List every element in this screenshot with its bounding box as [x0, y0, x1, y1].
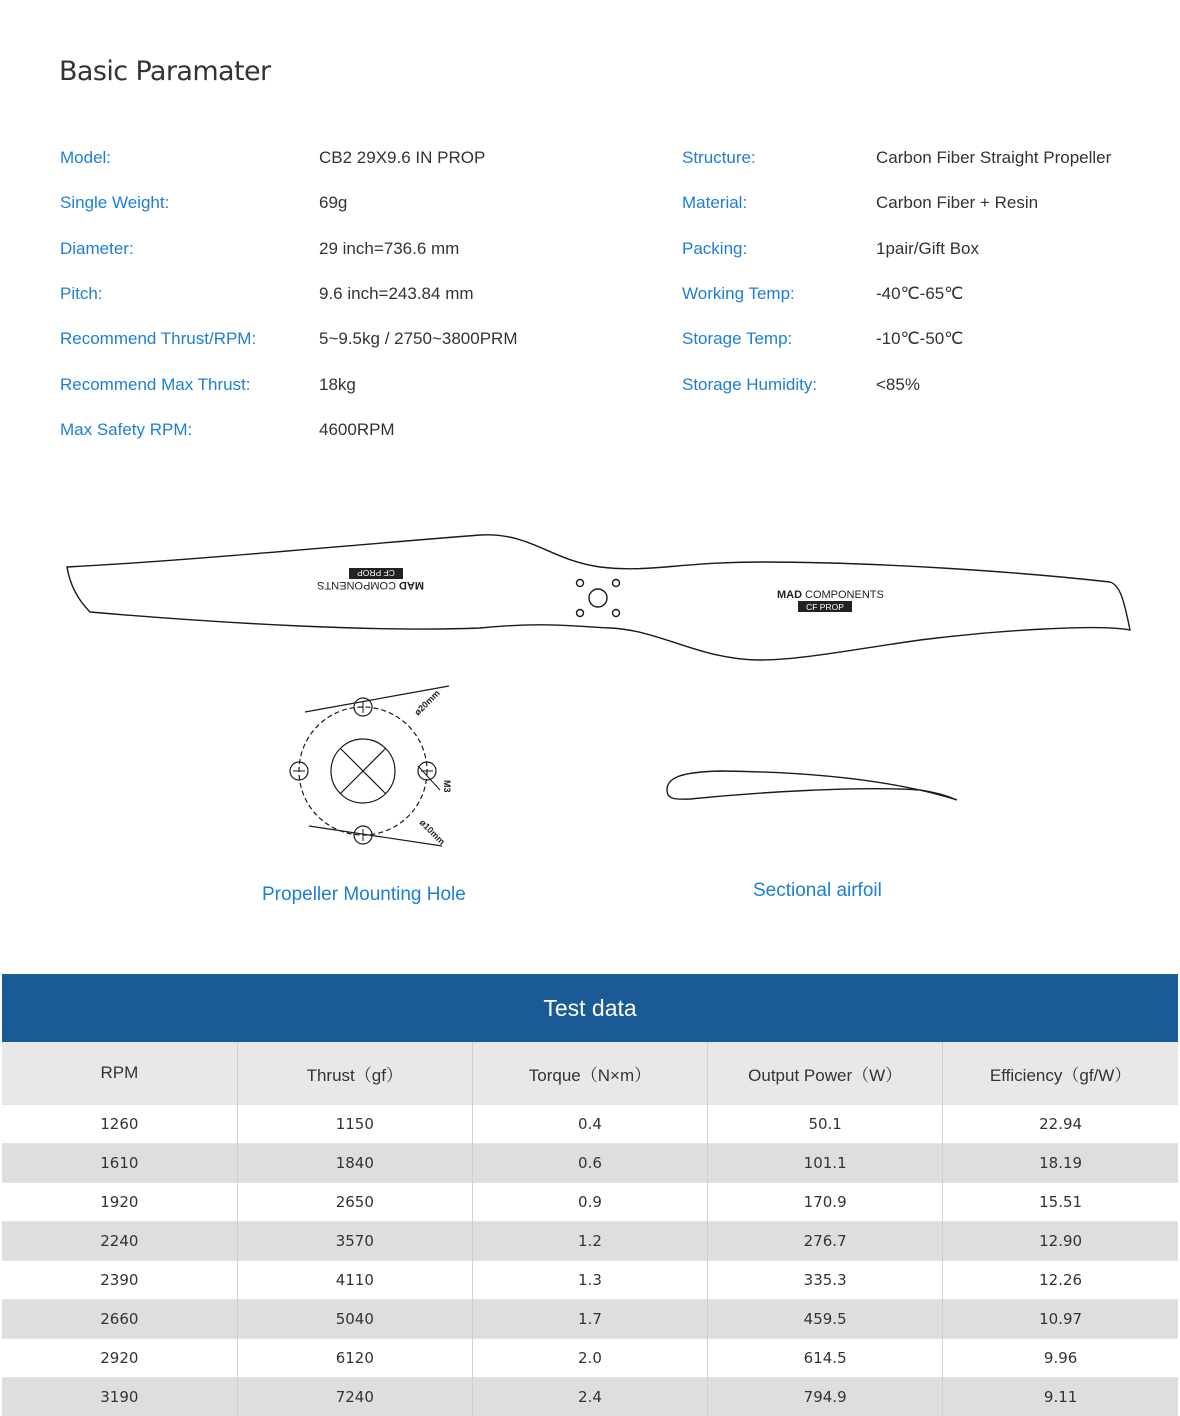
table-cell: 0.9 — [472, 1183, 707, 1222]
table-cell: 12.26 — [943, 1261, 1178, 1300]
table-cell: 2.0 — [472, 1339, 707, 1378]
brand-mad: MAD — [777, 589, 802, 601]
param-value: 69g — [319, 185, 347, 221]
param-value: 5~9.5kg / 2750~3800PRM — [319, 321, 517, 357]
table-cell: 2650 — [237, 1183, 472, 1222]
param-label: Pitch: — [60, 276, 103, 312]
table-cell: 0.6 — [472, 1144, 707, 1183]
table-header-row — [2, 1042, 1178, 1105]
table-cell: 15.51 — [943, 1183, 1178, 1222]
table-row — [2, 1378, 1178, 1416]
table-cell: 614.5 — [708, 1339, 943, 1378]
table-cell: 276.7 — [708, 1222, 943, 1261]
table-cell: 9.11 — [943, 1378, 1178, 1416]
table-cell: 335.3 — [708, 1261, 943, 1300]
table-cell: 1.3 — [472, 1261, 707, 1300]
table-row — [2, 1339, 1178, 1378]
propeller-logo-right — [777, 589, 884, 612]
brand-components: COMPONENTS — [317, 579, 396, 591]
param-value: Carbon Fiber Straight Propeller — [876, 140, 1111, 176]
param-label: Storage Temp: — [682, 321, 792, 357]
table-cell: 1920 — [2, 1183, 237, 1222]
brand-badge: CF PROP — [806, 602, 844, 612]
param-value: <85% — [876, 367, 920, 403]
table-row — [2, 1222, 1178, 1261]
table-cell: 2660 — [2, 1300, 237, 1339]
table-cell: 12.90 — [943, 1222, 1178, 1261]
hub-holes — [577, 580, 620, 617]
param-row — [0, 276, 1180, 312]
table-cell: 1150 — [237, 1105, 472, 1144]
param-label: Single Weight: — [60, 185, 169, 221]
table-cell: 7240 — [237, 1378, 472, 1416]
param-label: Recommend Max Thrust: — [60, 367, 251, 403]
param-row — [0, 140, 1180, 176]
table-row — [2, 1300, 1178, 1339]
param-value: CB2 29X9.6 IN PROP — [319, 140, 485, 176]
brand-mad: MAD — [399, 579, 424, 591]
param-row — [0, 412, 1180, 448]
table-cell: 1.7 — [472, 1300, 707, 1339]
param-label: Max Safety RPM: — [60, 412, 192, 448]
mounting-hole-caption: Propeller Mounting Hole — [262, 884, 466, 906]
param-label: Diameter: — [60, 231, 134, 267]
page-title: Basic Paramater — [59, 56, 270, 87]
param-value: Carbon Fiber + Resin — [876, 185, 1038, 221]
column-header-output-power: Output Power（W） — [708, 1042, 943, 1105]
param-value: 4600RPM — [319, 412, 395, 448]
propeller-outline — [67, 535, 1130, 660]
column-header-thrust: Thrust（gf） — [237, 1042, 472, 1105]
test-data-title: Test data — [2, 974, 1178, 1042]
param-label: Structure: — [682, 140, 756, 176]
table-cell: 1840 — [237, 1144, 472, 1183]
table-row — [2, 1105, 1178, 1144]
param-value: 9.6 inch=243.84 mm — [319, 276, 474, 312]
inner-diameter-label: ø10mm — [418, 817, 447, 846]
table-cell: 794.9 — [708, 1378, 943, 1416]
table-cell: 2240 — [2, 1222, 237, 1261]
param-row — [0, 231, 1180, 267]
param-row — [0, 321, 1180, 357]
table-cell: 10.97 — [943, 1300, 1178, 1339]
table-cell: 9.96 — [943, 1339, 1178, 1378]
table-cell: 101.1 — [708, 1144, 943, 1183]
param-value: 1pair/Gift Box — [876, 231, 979, 267]
brand-components: COMPONENTS — [805, 589, 884, 601]
table-row — [2, 1261, 1178, 1300]
param-row — [0, 367, 1180, 403]
param-value: 29 inch=736.6 mm — [319, 231, 459, 267]
table-cell: 170.9 — [708, 1183, 943, 1222]
table-cell: 3570 — [237, 1222, 472, 1261]
table-cell: 2920 — [2, 1339, 237, 1378]
table-cell: 50.1 — [708, 1105, 943, 1144]
param-value: -10℃-50℃ — [876, 321, 963, 357]
column-header-efficiency: Efficiency（gf/W） — [943, 1042, 1178, 1105]
table-cell: 4110 — [237, 1261, 472, 1300]
outer-diameter-label: ø20mm — [412, 688, 441, 717]
table-row — [2, 1183, 1178, 1222]
table-cell: 5040 — [237, 1300, 472, 1339]
table-cell: 3190 — [2, 1378, 237, 1416]
param-value: -40℃-65℃ — [876, 276, 963, 312]
param-label: Material: — [682, 185, 747, 221]
brand-badge: CF PROP — [357, 568, 395, 578]
table-cell: 2.4 — [472, 1378, 707, 1416]
screw-size-label: M3 — [442, 780, 452, 793]
airfoil-shape — [667, 771, 957, 800]
table-cell: 1260 — [2, 1105, 237, 1144]
table-cell: 6120 — [237, 1339, 472, 1378]
table-cell: 1610 — [2, 1144, 237, 1183]
table-row — [2, 1144, 1178, 1183]
param-label: Working Temp: — [682, 276, 795, 312]
param-row — [0, 185, 1180, 221]
propeller-drawings — [0, 520, 1180, 980]
column-header-torque: Torque（N×m） — [472, 1042, 707, 1105]
param-label: Model: — [60, 140, 111, 176]
table-cell: 22.94 — [943, 1105, 1178, 1144]
param-label: Packing: — [682, 231, 747, 267]
table-cell: 459.5 — [708, 1300, 943, 1339]
propeller-logo-left — [317, 568, 424, 591]
table-cell: 1.2 — [472, 1222, 707, 1261]
param-label: Storage Humidity: — [682, 367, 817, 403]
airfoil-caption: Sectional airfoil — [753, 880, 882, 902]
table-cell: 18.19 — [943, 1144, 1178, 1183]
column-header-rpm: RPM — [2, 1042, 237, 1105]
test-data-section — [2, 974, 1178, 1416]
param-value: 18kg — [319, 367, 356, 403]
param-label: Recommend Thrust/RPM: — [60, 321, 256, 357]
test-data-table — [2, 1042, 1178, 1416]
table-cell: 0.4 — [472, 1105, 707, 1144]
table-cell: 2390 — [2, 1261, 237, 1300]
